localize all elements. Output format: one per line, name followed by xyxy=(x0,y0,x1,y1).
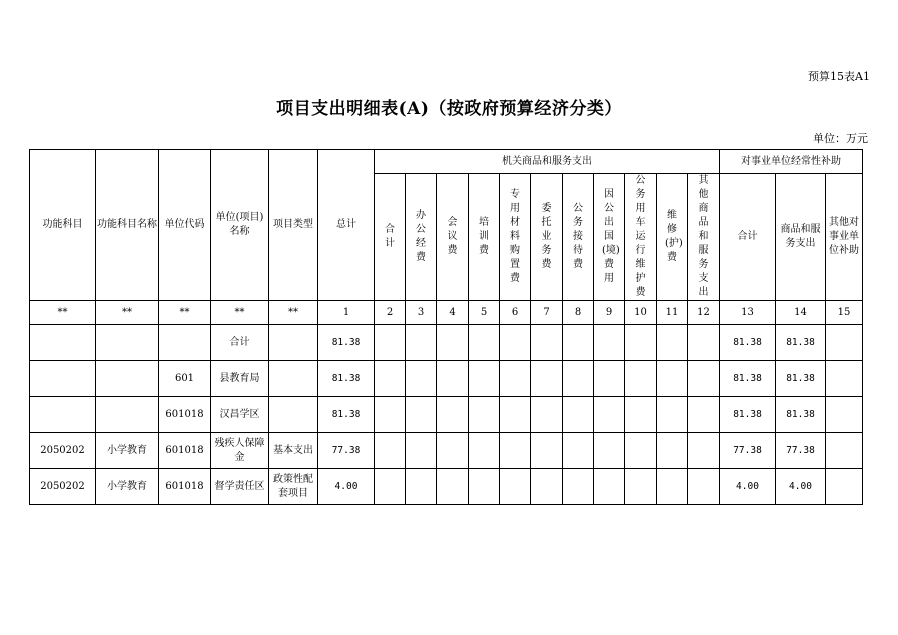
cell-unit-name: 残疾人保障金 xyxy=(211,433,269,469)
cell-empty xyxy=(437,325,469,361)
cell-empty xyxy=(375,397,406,433)
cell-empty xyxy=(531,397,563,433)
cell-empty xyxy=(625,433,657,469)
cell-empty xyxy=(594,397,625,433)
index-cell: 7 xyxy=(531,301,563,325)
expenditure-table xyxy=(29,149,863,505)
header-func-code: 功能科目 xyxy=(30,150,96,301)
cell-b-total: 81.38 xyxy=(720,361,776,397)
header-a-col: 公务接待费 xyxy=(563,174,594,301)
cell-empty xyxy=(594,325,625,361)
index-cell: 9 xyxy=(594,301,625,325)
cell-empty xyxy=(826,433,863,469)
unit-label: 单位：万元 xyxy=(813,132,868,145)
cell-empty xyxy=(531,325,563,361)
index-cell: 2 xyxy=(375,301,406,325)
header-unit-code: 单位代码 xyxy=(159,150,211,301)
cell-b-total: 77.38 xyxy=(720,433,776,469)
cell-empty xyxy=(625,469,657,505)
cell-empty xyxy=(531,433,563,469)
header-proj-type: 项目类型 xyxy=(269,150,318,301)
header-a-col: 因公出国(境)费用 xyxy=(594,174,625,301)
header-a-col: 专用材料购置费 xyxy=(500,174,531,301)
cell-empty xyxy=(375,433,406,469)
cell-empty xyxy=(563,361,594,397)
cell-func-code: 2050202 xyxy=(30,469,96,505)
cell-empty xyxy=(563,469,594,505)
cell-func-name: 小学教育 xyxy=(96,469,159,505)
cell-unit-name: 汉昌学区 xyxy=(211,397,269,433)
cell-empty xyxy=(469,397,500,433)
cell-empty xyxy=(437,397,469,433)
cell-total: 81.38 xyxy=(318,397,375,433)
cell-empty xyxy=(469,361,500,397)
cell-empty xyxy=(688,469,720,505)
index-cell: 10 xyxy=(625,301,657,325)
cell-empty xyxy=(657,433,688,469)
header-b-col: 商品和服务支出 xyxy=(776,174,826,301)
header-a-col: 委托业务费 xyxy=(531,174,563,301)
cell-total: 81.38 xyxy=(318,325,375,361)
index-cell: ** xyxy=(96,301,159,325)
header-row-group xyxy=(30,150,863,174)
index-cell: ** xyxy=(269,301,318,325)
index-cell: 4 xyxy=(437,301,469,325)
cell-empty xyxy=(826,325,863,361)
cell-empty xyxy=(531,361,563,397)
cell-empty xyxy=(375,325,406,361)
index-cell: 1 xyxy=(318,301,375,325)
cell-empty xyxy=(500,469,531,505)
cell-b-goods: 81.38 xyxy=(776,361,826,397)
cell-empty xyxy=(625,397,657,433)
cell-empty xyxy=(469,325,500,361)
index-cell: 5 xyxy=(469,301,500,325)
header-func-name: 功能科目名称 xyxy=(96,150,159,301)
cell-empty xyxy=(500,361,531,397)
header-a-col: 办公经费 xyxy=(406,174,437,301)
cell-func-name xyxy=(96,325,159,361)
cell-unit-code: 601 xyxy=(159,361,211,397)
index-cell: 14 xyxy=(776,301,826,325)
header-group-subsidy: 对事业单位经常性补助 xyxy=(720,150,863,174)
cell-empty xyxy=(437,469,469,505)
cell-empty xyxy=(500,433,531,469)
cell-empty xyxy=(500,397,531,433)
cell-empty xyxy=(469,433,500,469)
cell-empty xyxy=(594,469,625,505)
cell-b-total: 81.38 xyxy=(720,325,776,361)
cell-empty xyxy=(563,325,594,361)
header-a-col: 公务用车运行维护费 xyxy=(625,174,657,301)
cell-empty xyxy=(437,361,469,397)
index-cell: ** xyxy=(30,301,96,325)
header-a-col: 培训费 xyxy=(469,174,500,301)
cell-empty xyxy=(657,325,688,361)
cell-empty xyxy=(688,325,720,361)
index-cell: 8 xyxy=(563,301,594,325)
table-row xyxy=(30,469,863,505)
cell-total: 77.38 xyxy=(318,433,375,469)
cell-empty xyxy=(406,397,437,433)
cell-empty xyxy=(406,469,437,505)
cell-proj-type xyxy=(269,397,318,433)
cell-unit-name: 县教育局 xyxy=(211,361,269,397)
cell-empty xyxy=(688,433,720,469)
cell-empty xyxy=(826,469,863,505)
cell-func-name xyxy=(96,361,159,397)
header-a-col: 会议费 xyxy=(437,174,469,301)
cell-empty xyxy=(625,361,657,397)
cell-total: 81.38 xyxy=(318,361,375,397)
cell-empty xyxy=(563,433,594,469)
cell-unit-name: 合计 xyxy=(211,325,269,361)
table-row xyxy=(30,325,863,361)
header-unit-name: 单位(项目)名称 xyxy=(211,150,269,301)
cell-empty xyxy=(657,397,688,433)
cell-func-code xyxy=(30,361,96,397)
cell-empty xyxy=(594,433,625,469)
cell-b-goods: 81.38 xyxy=(776,397,826,433)
cell-proj-type: 政策性配套项目 xyxy=(269,469,318,505)
table-row xyxy=(30,397,863,433)
cell-b-total: 81.38 xyxy=(720,397,776,433)
index-cell: 12 xyxy=(688,301,720,325)
header-b-col: 合计 xyxy=(720,174,776,301)
cell-func-name xyxy=(96,397,159,433)
index-row xyxy=(30,301,863,325)
cell-proj-type: 基本支出 xyxy=(269,433,318,469)
cell-empty xyxy=(406,433,437,469)
header-a-col: 维修(护)费 xyxy=(657,174,688,301)
cell-empty xyxy=(688,361,720,397)
cell-func-code xyxy=(30,325,96,361)
cell-b-goods: 81.38 xyxy=(776,325,826,361)
index-cell: 15 xyxy=(826,301,863,325)
index-cell: ** xyxy=(211,301,269,325)
cell-empty xyxy=(406,361,437,397)
cell-b-goods: 77.38 xyxy=(776,433,826,469)
cell-empty xyxy=(625,325,657,361)
cell-empty xyxy=(437,433,469,469)
index-cell: 3 xyxy=(406,301,437,325)
table-row xyxy=(30,361,863,397)
cell-proj-type xyxy=(269,361,318,397)
header-total: 总计 xyxy=(318,150,375,301)
cell-empty xyxy=(688,397,720,433)
cell-unit-code xyxy=(159,325,211,361)
cell-unit-code: 601018 xyxy=(159,397,211,433)
index-cell: 6 xyxy=(500,301,531,325)
data-rows xyxy=(30,325,863,505)
form-number: 预算15表A1 xyxy=(808,70,870,83)
index-cell: 11 xyxy=(657,301,688,325)
cell-empty xyxy=(657,361,688,397)
cell-unit-name: 督学责任区 xyxy=(211,469,269,505)
cell-func-code xyxy=(30,397,96,433)
cell-empty xyxy=(563,397,594,433)
header-b-col: 其他对事业单位补助 xyxy=(826,174,863,301)
cell-empty xyxy=(594,361,625,397)
index-cell: ** xyxy=(159,301,211,325)
cell-empty xyxy=(375,361,406,397)
header-a-col: 合计 xyxy=(375,174,406,301)
page-title: 项目支出明细表(A)（按政府预算经济分类） xyxy=(276,99,622,119)
cell-empty xyxy=(500,325,531,361)
cell-func-code: 2050202 xyxy=(30,433,96,469)
cell-empty xyxy=(469,469,500,505)
cell-unit-code: 601018 xyxy=(159,433,211,469)
cell-total: 4.00 xyxy=(318,469,375,505)
cell-b-total: 4.00 xyxy=(720,469,776,505)
cell-empty xyxy=(375,469,406,505)
cell-b-goods: 4.00 xyxy=(776,469,826,505)
header-group-office-goods: 机关商品和服务支出 xyxy=(375,150,720,174)
index-cell: 13 xyxy=(720,301,776,325)
cell-unit-code: 601018 xyxy=(159,469,211,505)
cell-func-name: 小学教育 xyxy=(96,433,159,469)
header-a-col: 其他商品和服务支出 xyxy=(688,174,720,301)
cell-empty xyxy=(657,469,688,505)
cell-proj-type xyxy=(269,325,318,361)
cell-empty xyxy=(826,397,863,433)
cell-empty xyxy=(531,469,563,505)
cell-empty xyxy=(406,325,437,361)
cell-empty xyxy=(826,361,863,397)
table-row xyxy=(30,433,863,469)
